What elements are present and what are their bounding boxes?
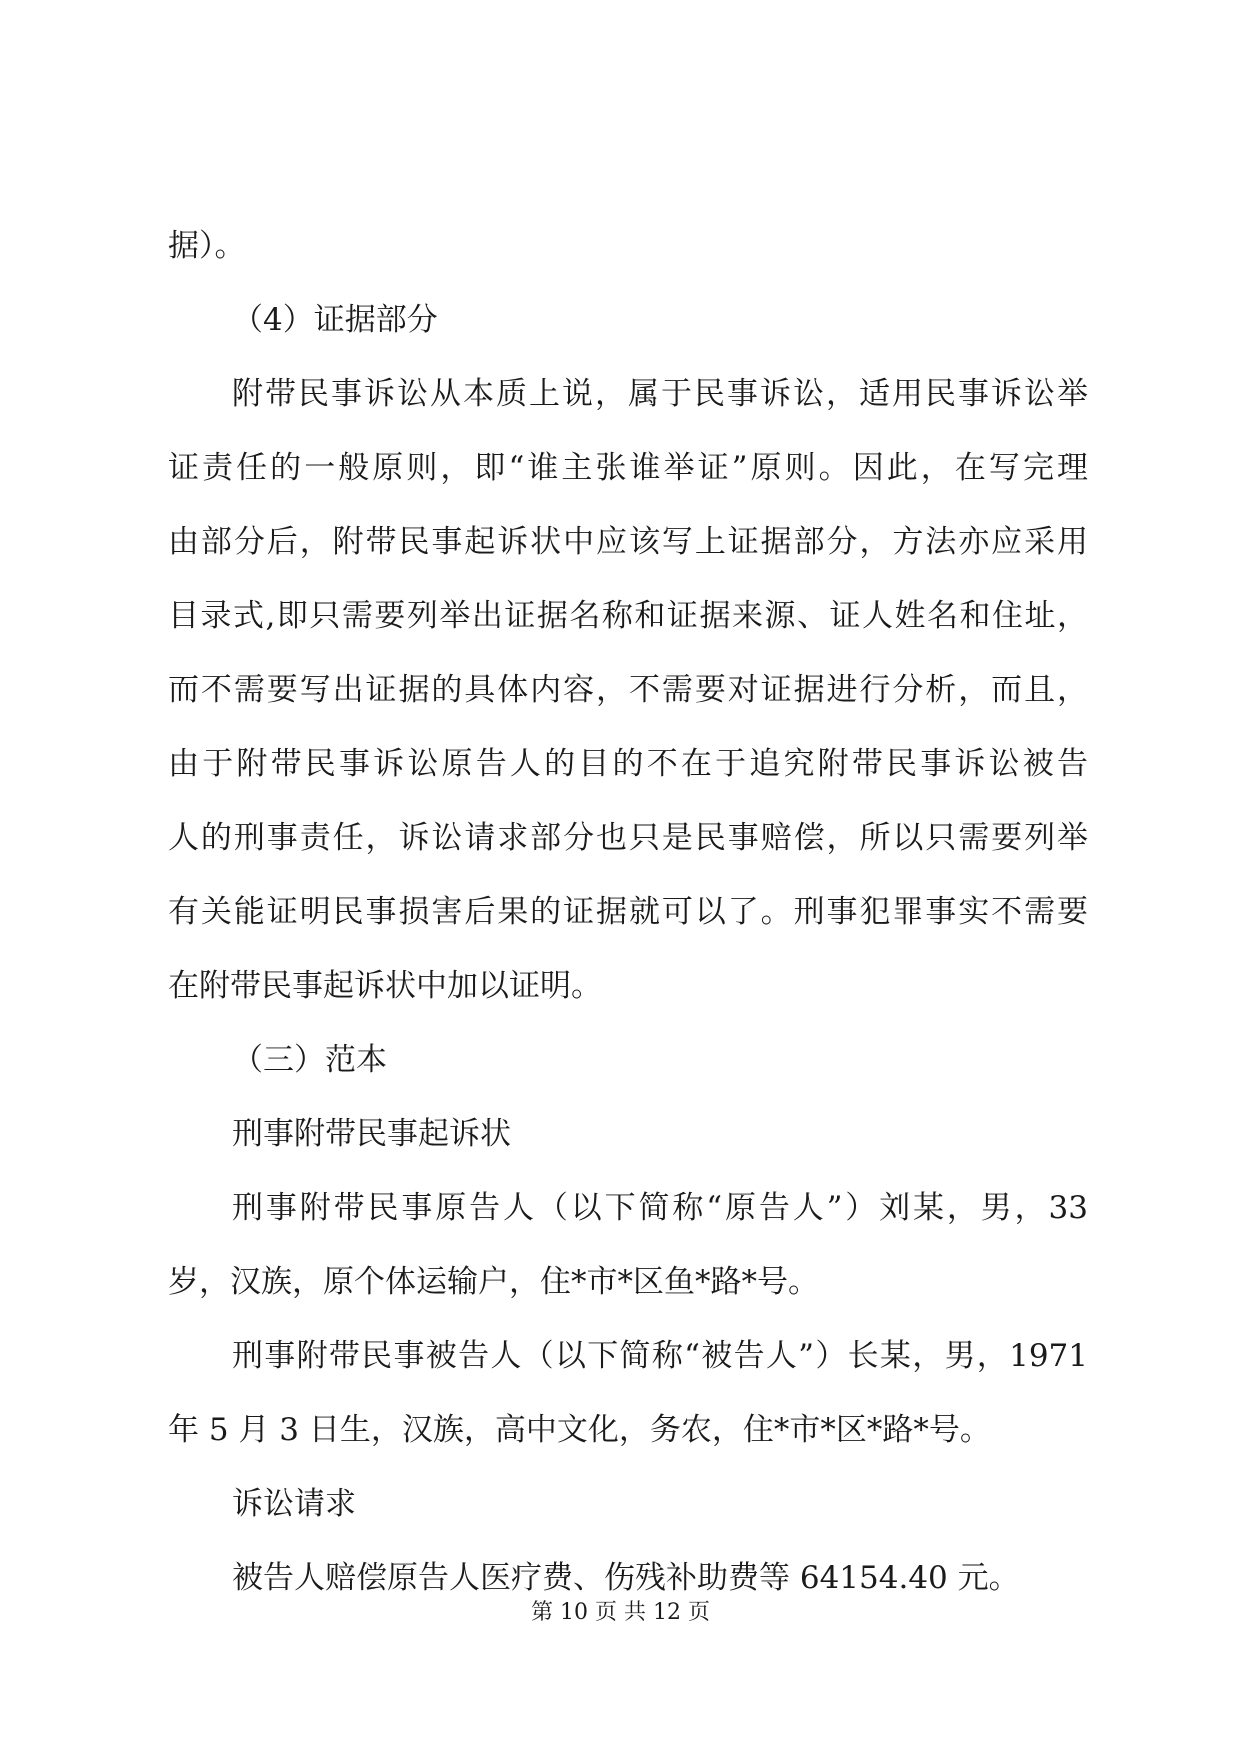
text-line-3: 附带民事诉讼从本质上说，属于民事诉讼，适用民事诉讼举	[232, 376, 1088, 412]
template-title: 刑事附带民事起诉状	[232, 1116, 511, 1152]
claims-heading: 诉讼请求	[232, 1486, 356, 1522]
text-line-4: 证责任的一般原则，即“谁主张谁举证”原则。因此，在写完理	[168, 450, 1088, 486]
text-line-1: 据）。	[168, 228, 246, 264]
defendant-line-1: 刑事附带民事被告人（以下简称“被告人”）长某，男，1971	[232, 1338, 1088, 1374]
text-line-11: 在附带民事起诉状中加以证明。	[168, 968, 602, 1004]
text-line-9: 人的刑事责任，诉讼请求部分也只是民事赔偿，所以只需要列举	[168, 820, 1088, 856]
defendant-line-2: 年 5 月 3 日生，汉族，高中文化，务农，住*市*区*路*号。	[168, 1412, 991, 1448]
page-footer: 第 10 页 共 12 页	[531, 1600, 710, 1625]
section-heading-template: （三）范本	[232, 1042, 387, 1078]
plaintiff-line-1: 刑事附带民事原告人（以下简称“原告人”）刘某，男，33	[232, 1190, 1088, 1226]
section-heading-evidence: （4）证据部分	[232, 302, 438, 338]
text-line-8: 由于附带民事诉讼原告人的目的不在于追究附带民事诉讼被告	[168, 746, 1088, 782]
text-line-5: 由部分后，附带民事起诉状中应该写上证据部分，方法亦应采用	[168, 524, 1088, 560]
claims-text: 被告人赔偿原告人医疗费、伤残补助费等 64154.40 元。	[232, 1560, 1020, 1596]
text-line-6: 目录式,即只需要列举出证据名称和证据来源、证人姓名和住址，	[168, 598, 1088, 634]
text-line-10: 有关能证明民事损害后果的证据就可以了。刑事犯罪事实不需要	[168, 894, 1088, 930]
text-line-7: 而不需要写出证据的具体内容，不需要对证据进行分析，而且，	[168, 672, 1088, 708]
plaintiff-line-2: 岁，汉族，原个体运输户，住*市*区鱼*路*号。	[168, 1264, 819, 1300]
